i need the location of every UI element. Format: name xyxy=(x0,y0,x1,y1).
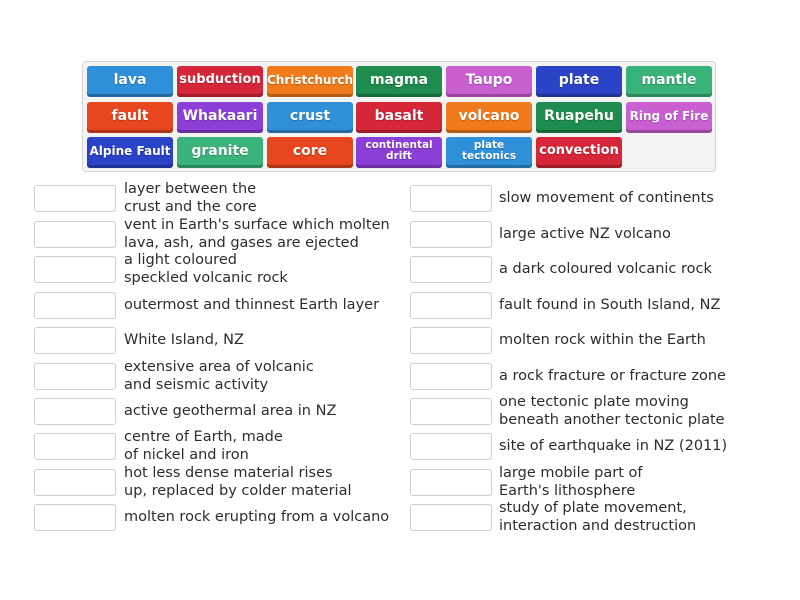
clue-text-left-1: layer between the crust and the core xyxy=(124,181,257,215)
word-tile-fault[interactable]: fault xyxy=(87,102,173,133)
clue-text-left-3: a light coloured speckled volcanic rock xyxy=(124,252,288,286)
word-tile-continental-drift[interactable]: continental drift xyxy=(356,137,442,168)
clue-text-right-10: study of plate movement, interaction and destruction xyxy=(499,500,697,534)
drop-target-left-1[interactable] xyxy=(34,185,116,212)
clue-text-right-3: a dark coloured volcanic rock xyxy=(499,261,712,277)
word-tile-whakaari[interactable]: Whakaari xyxy=(177,102,263,133)
word-tile-christchurch[interactable]: Christchurch xyxy=(267,66,353,97)
word-tile-alpine-fault[interactable]: Alpine Fault xyxy=(87,137,173,168)
word-tile-core[interactable]: core xyxy=(267,137,353,168)
word-tile-basalt[interactable]: basalt xyxy=(356,102,442,133)
drop-target-right-1[interactable] xyxy=(410,185,492,212)
drop-target-left-5[interactable] xyxy=(34,327,116,354)
word-tile-granite[interactable]: granite xyxy=(177,137,263,168)
clue-text-left-7: active geothermal area in NZ xyxy=(124,403,337,419)
clue-text-right-1: slow movement of continents xyxy=(499,190,714,206)
word-tile-magma[interactable]: magma xyxy=(356,66,442,97)
clue-text-left-9: hot less dense material rises up, replaced by colder material xyxy=(124,465,352,499)
drop-target-left-9[interactable] xyxy=(34,469,116,496)
drop-target-right-5[interactable] xyxy=(410,327,492,354)
drop-target-left-2[interactable] xyxy=(34,221,116,248)
clue-text-right-5: molten rock within the Earth xyxy=(499,332,706,348)
clue-text-left-6: extensive area of volcanic and seismic activity xyxy=(124,359,314,393)
word-tile-plate-tectonics[interactable]: plate tectonics xyxy=(446,137,532,168)
clue-text-right-8: site of earthquake in NZ (2011) xyxy=(499,438,728,454)
drop-target-left-8[interactable] xyxy=(34,433,116,460)
drop-target-left-6[interactable] xyxy=(34,363,116,390)
drop-target-left-4[interactable] xyxy=(34,292,116,319)
clue-text-right-7: one tectonic plate moving beneath another tectonic plate xyxy=(499,394,725,428)
word-tile-crust[interactable]: crust xyxy=(267,102,353,133)
drop-target-left-3[interactable] xyxy=(34,256,116,283)
word-tile-ruapehu[interactable]: Ruapehu xyxy=(536,102,622,133)
drop-target-right-10[interactable] xyxy=(410,504,492,531)
word-tile-lava[interactable]: lava xyxy=(87,66,173,97)
word-tile-plate[interactable]: plate xyxy=(536,66,622,97)
clue-text-left-4: outermost and thinnest Earth layer xyxy=(124,297,380,313)
word-tile-ring-of-fire[interactable]: Ring of Fire xyxy=(626,102,712,133)
drop-target-left-10[interactable] xyxy=(34,504,116,531)
clue-text-left-10: molten rock erupting from a volcano xyxy=(124,509,390,525)
word-tile-subduction[interactable]: subduction xyxy=(177,66,263,97)
drop-target-right-3[interactable] xyxy=(410,256,492,283)
word-tile-convection[interactable]: convection xyxy=(536,137,622,168)
clue-text-right-6: a rock fracture or fracture zone xyxy=(499,368,726,384)
drop-target-right-9[interactable] xyxy=(410,469,492,496)
clue-text-right-4: fault found in South Island, NZ xyxy=(499,297,721,313)
drop-target-right-2[interactable] xyxy=(410,221,492,248)
clue-text-right-2: large active NZ volcano xyxy=(499,226,671,242)
drop-target-right-4[interactable] xyxy=(410,292,492,319)
word-tile-mantle[interactable]: mantle xyxy=(626,66,712,97)
clue-text-left-8: centre of Earth, made of nickel and iron xyxy=(124,429,283,463)
drop-target-right-7[interactable] xyxy=(410,398,492,425)
word-tile-volcano[interactable]: volcano xyxy=(446,102,532,133)
drop-target-right-8[interactable] xyxy=(410,433,492,460)
clue-text-left-2: vent in Earth's surface which molten lava, ash, and gases are ejected xyxy=(124,217,390,251)
word-tile-taupo[interactable]: Taupo xyxy=(446,66,532,97)
drop-target-right-6[interactable] xyxy=(410,363,492,390)
clue-text-left-5: White Island, NZ xyxy=(124,332,244,348)
drop-target-left-7[interactable] xyxy=(34,398,116,425)
word-bank xyxy=(82,61,716,172)
clue-text-right-9: large mobile part of Earth's lithosphere xyxy=(499,465,643,499)
